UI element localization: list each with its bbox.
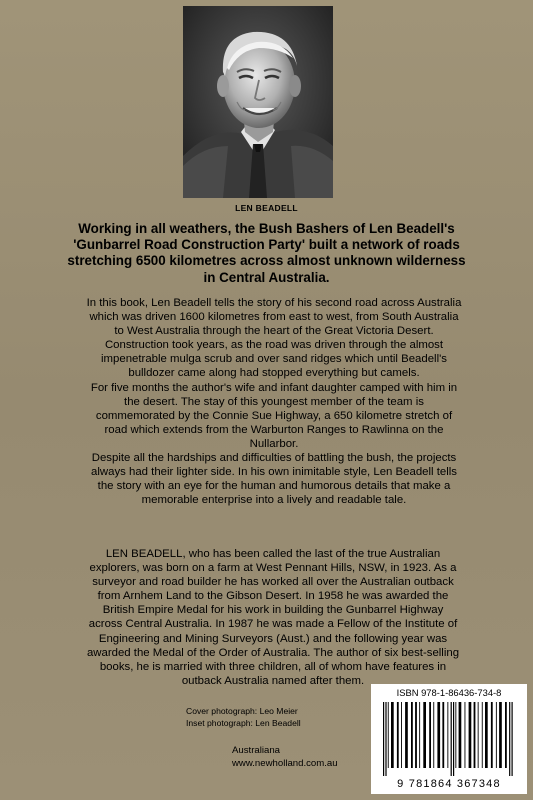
barcode-bar xyxy=(499,702,502,768)
barcode-bar xyxy=(509,702,510,776)
barcode-box xyxy=(371,684,527,794)
intro-blurb: Working in all weathers, the Bush Bashers of Len Beadell's 'Gunbarrel Road Construction Party' built a network of roads stretching 6500 kilometres across almost unknown wilderness in Central Australia. xyxy=(67,221,466,285)
barcode-bar xyxy=(447,702,448,768)
description-block xyxy=(84,296,464,507)
publisher-website: www.newholland.com.au xyxy=(232,758,338,770)
bio-author-name: LEN BEADELL xyxy=(105,548,183,560)
barcode-bar xyxy=(388,702,389,768)
barcode-bar xyxy=(474,702,476,768)
barcode-bar xyxy=(469,702,472,768)
barcode-bar xyxy=(433,702,434,768)
barcode-bar xyxy=(478,702,479,768)
barcode-bar xyxy=(405,702,408,768)
barcode-bar xyxy=(465,702,466,768)
bio-text: , who has been called the last of the true Australian explorers, was born on a farm at West Pennant Hills, NSW, in 1923. As a surveyor and road builder he has worked all over the Australian outback from Arnhem Land to the Gibson Desert. In 1958 he was awarded the British Empire Medal for his work in building the Gunbarrel Highway across Central Australia. In 1987 he was made a Fellow of the Institute of Engineering and Mining Surveyors (Aust.) and the following year was awarded the Medal of the Order of Australia. The author of six best-selling books, he is married with three children, all of whom have features in outback Australia named after them. xyxy=(86,548,460,687)
barcode-bar xyxy=(485,702,488,768)
description-paragraph: For five months the author's wife and infant daughter camped with him in the desert. The stay of this youngest member of the team is commemorated by the Connie Sue Highway, a 650 kilometre stretch of road which extends from the Warburton Ranges to Rawlinna on the Nullarbor. xyxy=(90,381,458,450)
barcode-image xyxy=(379,702,519,778)
barcode-bar xyxy=(437,702,440,768)
cover-photo-credit: Cover photograph: Leo Meier xyxy=(186,706,298,716)
publisher-info xyxy=(232,744,338,770)
barcode-bar xyxy=(459,702,462,768)
barcode-bar xyxy=(429,702,431,768)
barcode-bar xyxy=(512,702,513,776)
barcode-bar xyxy=(453,702,454,776)
barcode-bar xyxy=(423,702,426,768)
photo-caption: LEN BEADELL xyxy=(235,203,298,213)
barcode-bar xyxy=(505,702,507,768)
description-paragraph: Despite all the hardships and difficulties of battling the bush, the projects always had their lighter side. In his own inimitable style, Len Beadell tells the story with an eye for the human and humorous details that make a memorable enterprise into a lively and readable tale. xyxy=(91,452,457,507)
barcode-bar xyxy=(455,702,456,768)
author-bio xyxy=(86,547,460,688)
barcode-bar xyxy=(385,702,386,776)
barcode-bar xyxy=(415,702,417,768)
barcode-digits: 9 781864 367348 xyxy=(397,778,501,790)
barcode-bar xyxy=(496,702,497,768)
barcode-bar xyxy=(451,702,452,776)
book-category: Australiana xyxy=(232,745,280,756)
barcode-bar xyxy=(491,702,493,768)
barcode-bar xyxy=(411,702,413,768)
barcode-bar xyxy=(391,702,394,768)
inset-photo-credit: Inset photograph: Len Beadell xyxy=(186,717,301,728)
barcode-bar xyxy=(383,702,384,776)
barcode-bar xyxy=(401,702,402,768)
barcode-bar xyxy=(419,702,420,768)
barcode-bar xyxy=(397,702,399,768)
author-portrait-image xyxy=(183,6,333,198)
description-paragraph: In this book, Len Beadell tells the story of his second road across Australia which was driven 1600 kilometres from east to west, from South Australia to West Australia through the heart of the Great Victoria Desert. Construction took years, as the road was driven through the almost impenetrable mulga scrub and over sand ridges which until Beadell's bulldozer came along had stopped everything but camels. xyxy=(86,297,462,380)
photo-credits xyxy=(186,706,301,729)
isbn-number: ISBN 978-1-86436-734-8 xyxy=(396,687,502,698)
author-photo xyxy=(183,6,333,198)
barcode-bar xyxy=(482,702,483,768)
barcode-bar xyxy=(442,702,444,768)
